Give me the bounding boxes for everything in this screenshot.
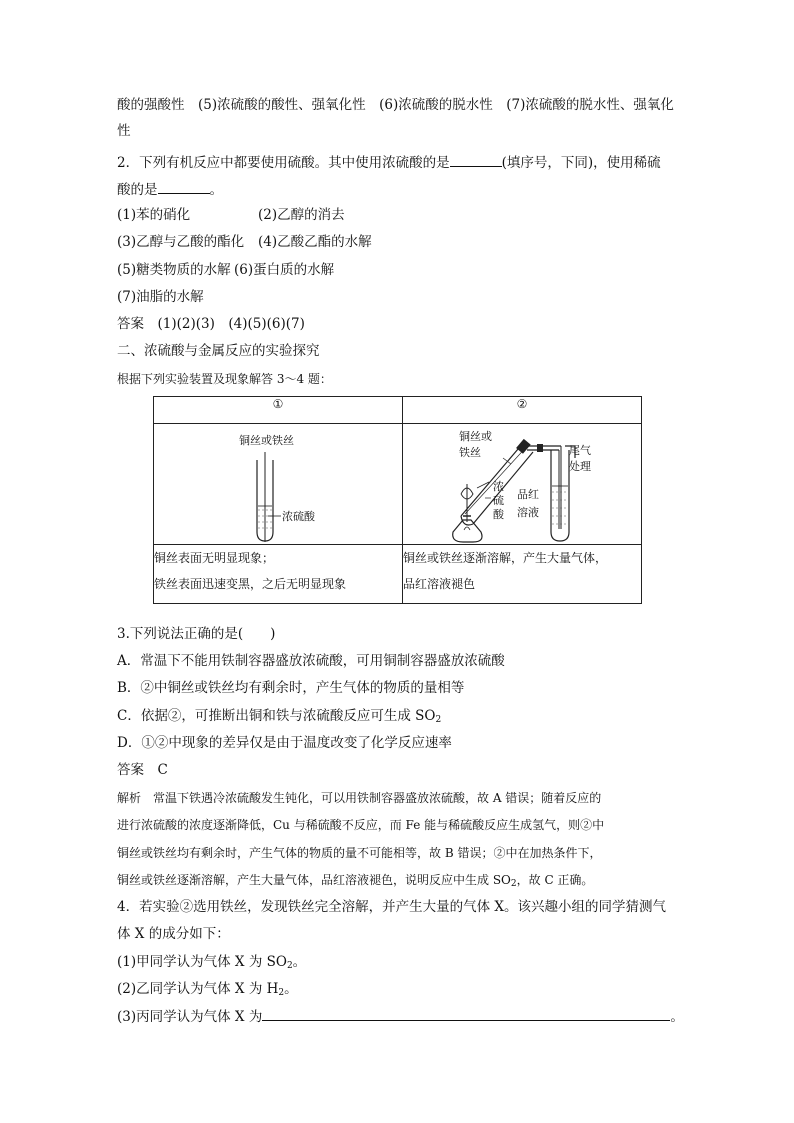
- wire-label-line-2: 铁丝: [459, 446, 481, 459]
- q2-option-6: (6)蛋白质的水解: [234, 262, 335, 278]
- q4-part-3: [117, 1006, 684, 1027]
- answer-blank-3[interactable]: [262, 1006, 670, 1021]
- observation-cell-2: [403, 545, 642, 604]
- wire-label-line-1: 铜丝或: [459, 430, 492, 443]
- q2-stem-line-1: [117, 152, 661, 173]
- acid-label-line-3: 酸: [493, 508, 504, 521]
- q2-option-3: (3)乙醇与乙酸的酯化: [117, 234, 245, 250]
- q3-answer: 答案 C: [117, 762, 168, 778]
- table-header-exp-2: ②: [403, 397, 642, 424]
- q4-part-1: [117, 952, 306, 976]
- tail-gas-label-line-1: 尾气: [569, 444, 591, 457]
- q2-stem-text-c: 酸的是: [117, 182, 158, 198]
- observation-2-line-2: 品红溶液褪色: [403, 577, 476, 591]
- apparatus-cell-1: [154, 424, 403, 545]
- fuchsine-label-line-2: 溶液: [517, 506, 539, 519]
- experiment-table: [153, 396, 642, 604]
- q4-part-1-text: (1)甲同学认为气体 X 为 SO: [117, 954, 287, 970]
- observation-1-line-2: 铁丝表面迅速变黑，之后无明显现象: [154, 577, 347, 591]
- q4-stem-line-2: 体 X 的成分如下：: [117, 926, 230, 942]
- q3-analysis-line-4: [117, 870, 593, 894]
- q4-part-3-end: 。: [670, 1009, 684, 1025]
- q2-option-4: (4)乙酸乙酯的水解: [258, 234, 372, 250]
- q2-stem-line-2: [117, 179, 223, 200]
- observation-cell-1: [154, 545, 403, 604]
- acid-label-line-1: 浓: [493, 480, 504, 493]
- acid-label-line-2: 硫: [493, 494, 504, 507]
- q4-part-2: [117, 979, 298, 1003]
- observation-2-line-1: 铜丝或铁丝逐渐溶解，产生大量气体，: [403, 551, 608, 565]
- conc-acid-label: 浓硫酸: [282, 510, 315, 523]
- q2-stem-text-b: (填序号，下同)，使用稀硫: [501, 155, 661, 171]
- q2-option-1: (1)苯的硝化: [117, 207, 191, 223]
- q2-option-2: (2)乙醇的消去: [258, 207, 345, 223]
- q2-option-5: (5)糖类物质的水解: [117, 262, 231, 278]
- fuchsine-label-line-1: 品红: [517, 488, 539, 501]
- table-header-exp-1: ①: [154, 397, 403, 424]
- q3-analysis-line-1: 解析 常温下铁遇冷浓硫酸发生钝化，可以用铁制容器盛放浓硫酸，故 A 错误；随着反应的: [117, 791, 602, 805]
- tail-gas-label-line-2: 处理: [569, 460, 591, 473]
- answer-blank-1[interactable]: [450, 152, 502, 167]
- q3-option-d: D．①②中现象的差异仅是由于温度改变了化学反应速率: [117, 735, 452, 751]
- q3-analysis-line-4-text-b: ，故 C 正确。: [516, 873, 594, 887]
- q2-option-7: (7)油脂的水解: [117, 289, 204, 305]
- q3-stem: 3.下列说法正确的是( ): [117, 626, 276, 642]
- q4-part-2-end: 。: [284, 981, 298, 997]
- intro-line-1: 酸的强酸性 (5)浓硫酸的酸性、强氧化性 (6)浓硫酸的脱水性 (7)浓硫酸的脱水性、强氧化: [117, 97, 674, 113]
- q2-answer: 答案 (1)(2)(3) (4)(5)(6)(7): [117, 316, 305, 332]
- q3-analysis-line-4-subscript: 2: [510, 879, 517, 889]
- q4-part-2-text: (2)乙同学认为气体 X 为 H: [117, 981, 279, 997]
- q4-stem-line-1: 4．若实验②选用铁丝，发现铁丝完全溶解，并产生大量的气体 X。该兴趣小组的同学猜测气: [117, 899, 666, 915]
- q3-analysis-line-2: 进行浓硫酸的浓度逐渐降低，Cu 与稀硫酸不反应，而 Fe 能与稀硫酸反应生成氢气，则②中: [117, 818, 605, 832]
- answer-blank-2[interactable]: [158, 179, 210, 194]
- q3-option-b: B．②中铜丝或铁丝均有剩余时，产生气体的物质的量相等: [117, 680, 465, 696]
- q4-part-1-end: 。: [292, 954, 307, 970]
- apparatus-cell-2: [403, 424, 642, 545]
- section-2-title: 二、浓硫酸与金属反应的实验探究: [117, 343, 320, 359]
- q3-option-a: A．常温下不能用铁制容器盛放浓硫酸，可用铜制容器盛放浓硫酸: [117, 653, 505, 669]
- q3-option-c: [117, 706, 441, 730]
- q3-option-c-text: C．依据②，可推断出铜和铁与浓硫酸反应可生成 SO: [117, 708, 436, 724]
- q3-analysis-line-3: 铜丝或铁丝均有剩余时，产生气体的物质的量不可能相等，故 B 错误；②中在加热条件下，: [117, 846, 602, 860]
- q4-part-1-subscript: 2: [286, 961, 293, 971]
- q4-part-2-subscript: 2: [278, 988, 285, 998]
- section-2-instruction: 根据下列实验装置及现象解答 3～4 题：: [117, 372, 332, 386]
- intro-line-2: 性: [117, 123, 131, 139]
- q4-part-3-text: (3)丙同学认为气体 X 为: [117, 1009, 263, 1025]
- heating-apparatus-diagram: [403, 424, 641, 544]
- q3-analysis-line-4-text-a: 铜丝或铁丝逐渐溶解，产生大量气体，品红溶液褪色，说明反应中生成 SO: [117, 873, 511, 887]
- q2-stem-text-a: 2．下列有机反应中都要使用硫酸。其中使用浓硫酸的是: [117, 155, 450, 171]
- q3-option-c-subscript: 2: [435, 715, 442, 725]
- observation-1-line-1: 铜丝表面无明显现象；: [154, 551, 275, 565]
- wire-label: 铜丝或铁丝: [239, 434, 294, 447]
- q2-stem-text-d: 。: [209, 182, 223, 198]
